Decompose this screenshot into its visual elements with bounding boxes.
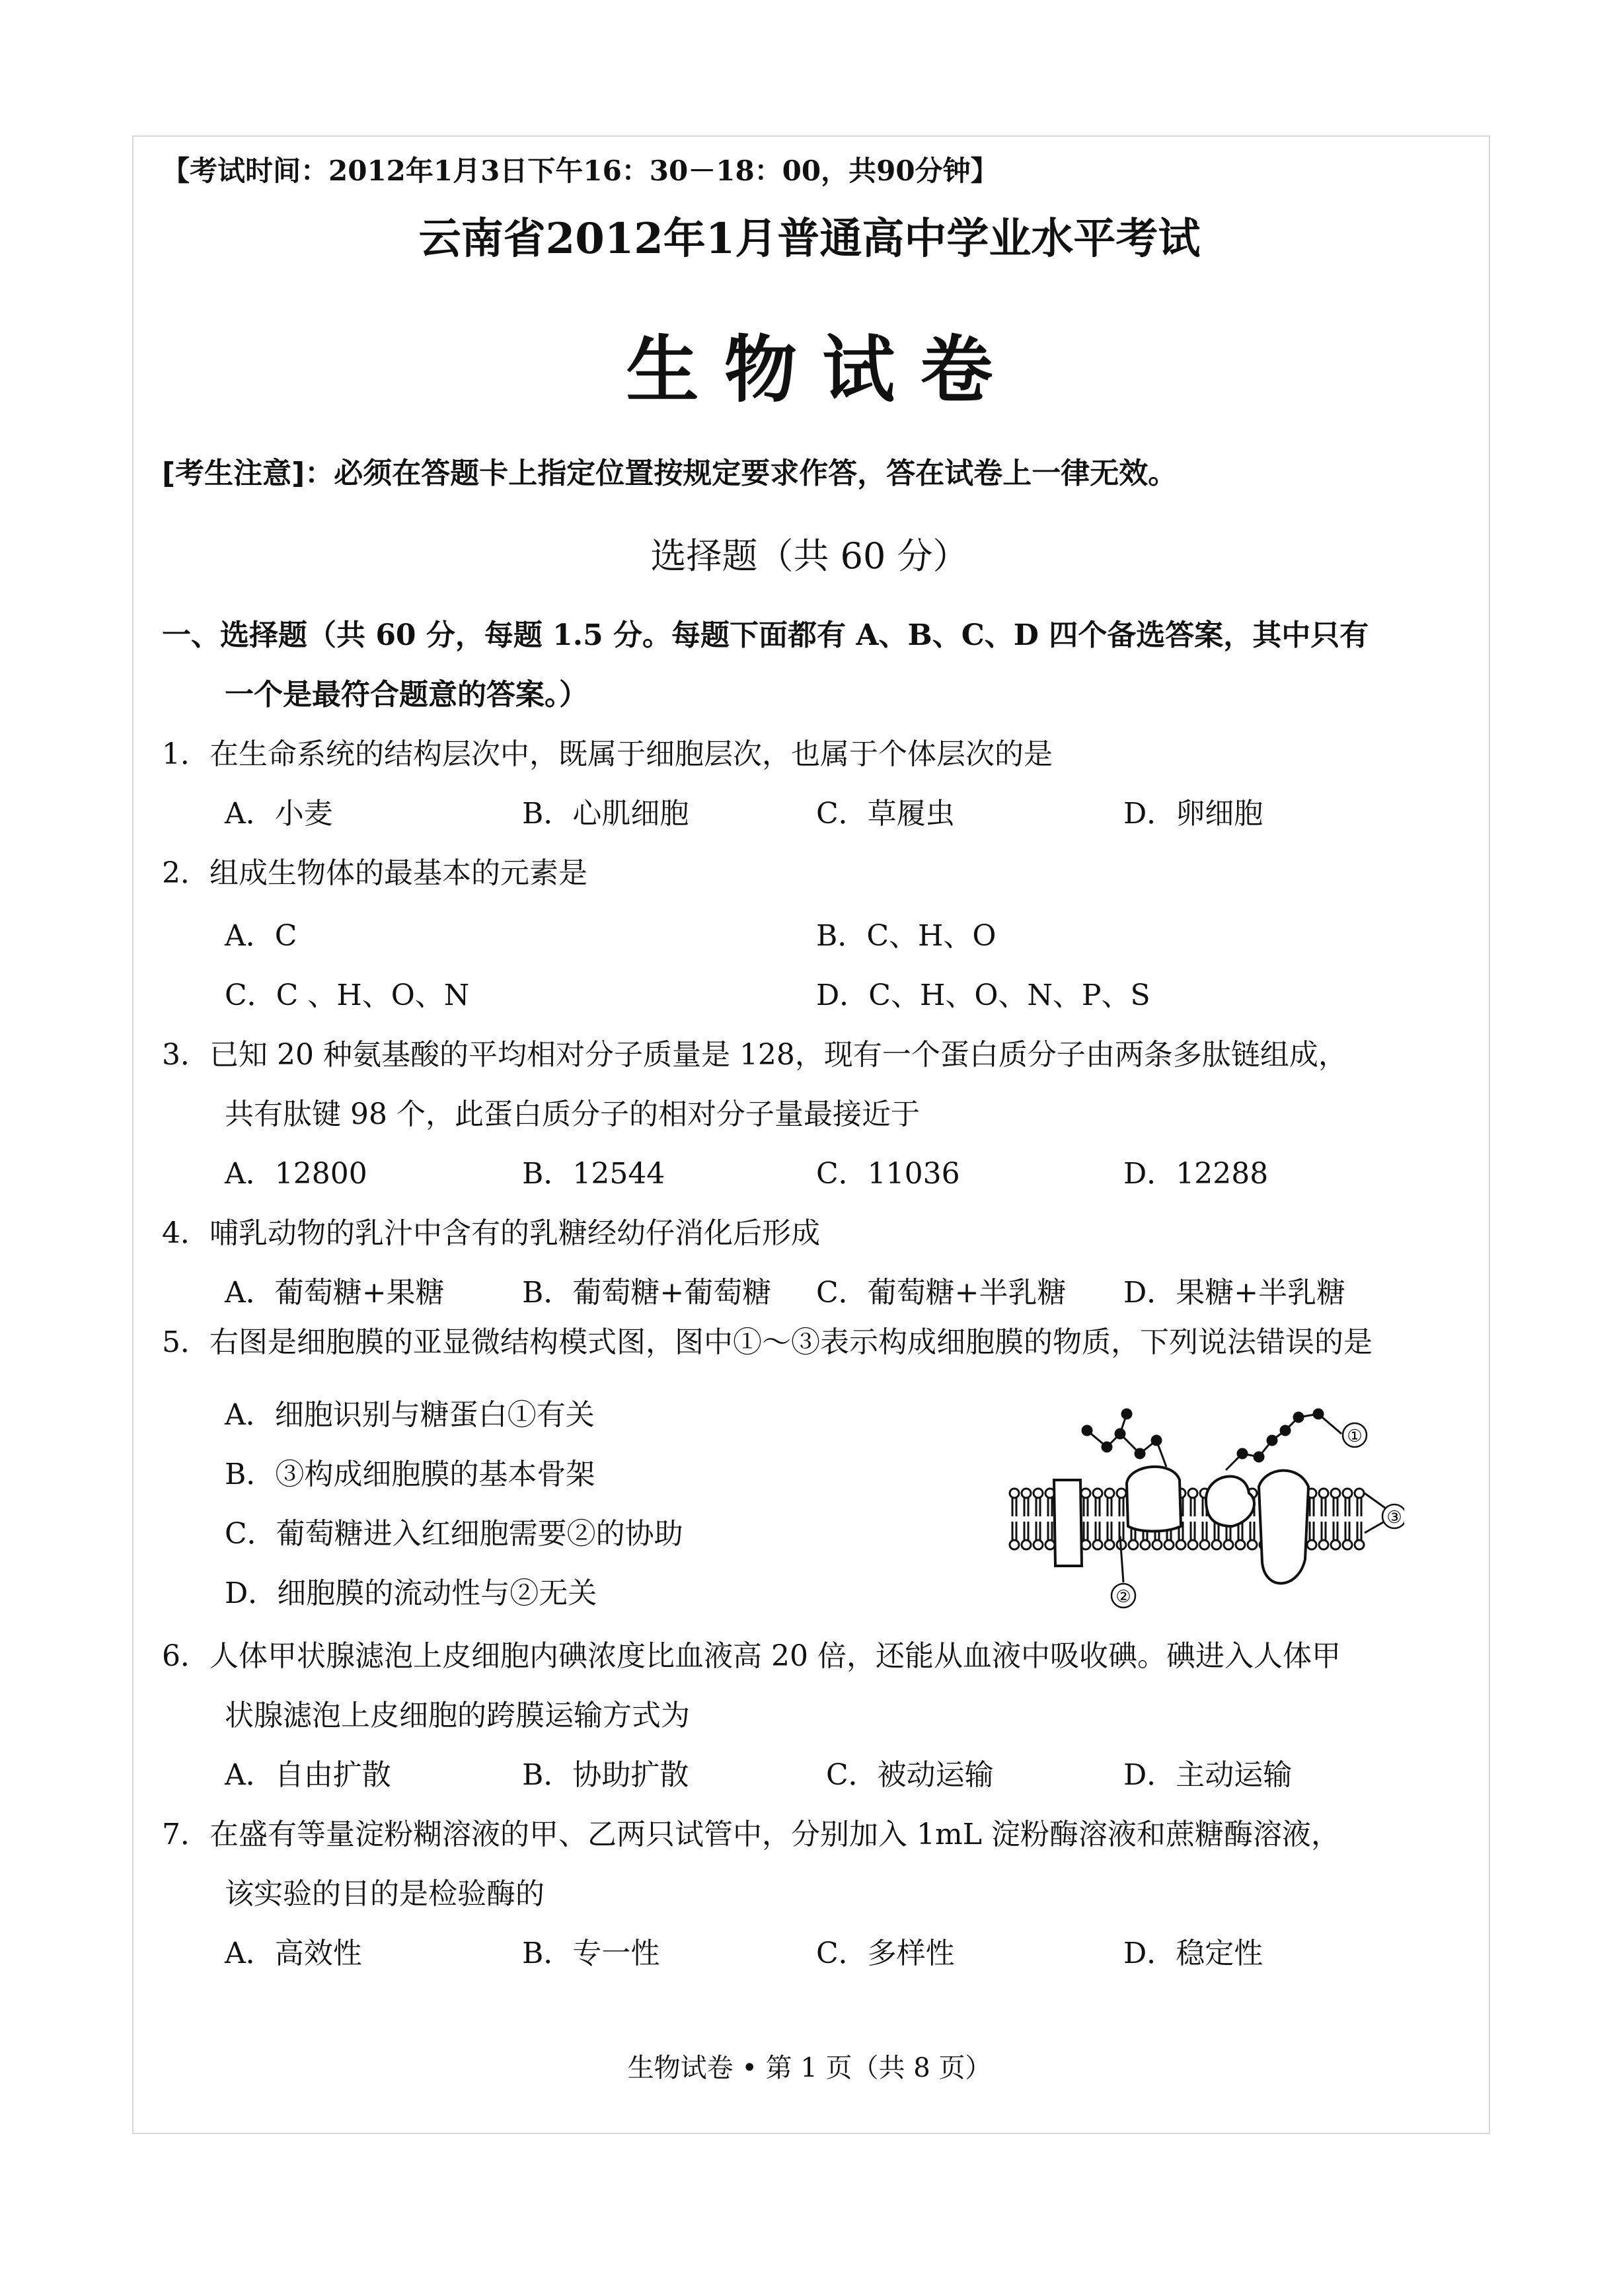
lipid-tail-upper [1119,1498,1123,1516]
lipid-tail-lower [1345,1522,1349,1540]
lipid-tail-upper [1345,1498,1349,1516]
lipid-head-lower [1224,1540,1233,1549]
lipid-head-upper [1355,1489,1364,1498]
lipid-tail-upper [1024,1498,1028,1516]
question-2-option-d: D．C、H、O、N、P、S [816,979,1150,1012]
lipid-head-upper [1117,1489,1126,1498]
lipid-head-lower [1248,1540,1257,1549]
question-5-stem: 5．右图是细胞膜的亚显微结构模式图，图中①～③表示构成细胞膜的物质，下列说法错误的是 [162,1325,1373,1359]
question-2-option-b: B．C、H、O [816,919,997,953]
label-2: ② [1115,1587,1131,1607]
question-1-option-d: D．卵细胞 [1123,797,1263,831]
lipid-head-upper [1188,1489,1197,1498]
lipid-head-upper [1010,1489,1019,1498]
lipid-head-upper [1081,1489,1090,1498]
question-5-option-a: A．细胞识别与糖蛋白①有关 [225,1398,595,1432]
lipid-tail-lower [1096,1522,1100,1540]
lipid-tail-upper [1108,1498,1111,1516]
lipid-tail-lower [1036,1522,1040,1540]
lipid-head-upper [1319,1489,1328,1498]
lipid-head-lower [1010,1540,1019,1549]
lipid-tail-upper [1048,1498,1052,1516]
lipid-tail-upper [1084,1498,1088,1516]
question-7-option-b: B．专一性 [522,1937,660,1970]
label-3: ③ [1386,1508,1402,1528]
question-7-option-a: A．高效性 [225,1937,362,1970]
lipid-tail-upper [1322,1498,1326,1516]
lipid-tail-upper [1191,1498,1195,1516]
lipid-head-lower [1200,1540,1209,1549]
label-1: ① [1347,1426,1363,1446]
lipid-head-lower [1176,1540,1186,1549]
lipid-head-lower [1129,1540,1138,1549]
lipid-tail-lower [1334,1522,1337,1540]
lipid-tail-lower [1012,1522,1016,1540]
lipid-head-lower [1236,1540,1245,1549]
question-3-option-b: B．12544 [522,1157,665,1191]
question-5-option-b: B．③构成细胞膜的基本骨架 [225,1458,595,1491]
lipid-tail-lower [1322,1522,1326,1540]
question-6-option-d: D．主动运输 [1123,1758,1293,1792]
question-5-option-c: C．葡萄糖进入红细胞需要②的协助 [225,1517,683,1551]
question-3-option-a: A．12800 [225,1157,367,1191]
lipid-head-lower [1152,1540,1162,1549]
exam-name: 云南省2012年1月普通高中学业水平考试 [418,214,1201,264]
question-1-option-a: A．小麦 [225,797,333,831]
question-4-option-b: B．葡萄糖+葡萄糖 [522,1276,772,1310]
question-7-option-c: C．多样性 [816,1937,955,1970]
lipid-tail-upper [1012,1498,1016,1516]
question-4-stem: 4．哺乳动物的乳汁中含有的乳糖经幼仔消化后形成 [162,1216,820,1250]
section-instruction-line1: 一、选择题（共 60 分，每题 1.5 分。每题下面都有 A、B、C、D 四个备选答案，其中只有 [162,618,1369,652]
question-2-option-c: C．C 、H、O、N [225,979,470,1012]
section-heading: 选择题（共 60 分） [650,535,969,577]
question-7-stem-line2: 该实验的目的是检验酶的 [225,1877,545,1911]
lipid-tail-lower [1024,1522,1028,1540]
lipid-tail-lower [1048,1522,1052,1540]
lipid-head-lower [1141,1540,1150,1549]
question-3-option-d: D．12288 [1123,1157,1269,1191]
question-3-stem-line2: 共有肽键 98 个，此蛋白质分子的相对分子量最接近于 [225,1097,920,1131]
paper-title: 生 物 试 卷 [626,327,993,412]
lipid-tail-lower [1250,1522,1254,1540]
lipid-tail-lower [1084,1522,1088,1540]
lipid-head-lower [1022,1540,1031,1549]
question-6-option-c: C．被动运输 [826,1758,994,1792]
lipid-head-lower [1105,1540,1114,1549]
question-5-option-d: D．细胞膜的流动性与②无关 [225,1576,597,1610]
page-footer: 生物试卷 • 第 1 页（共 8 页） [627,2053,992,2083]
question-2-option-a: A．C [225,919,297,953]
lipid-head-lower [1045,1540,1055,1549]
question-6-stem-line2: 状腺滤泡上皮细胞的跨膜运输方式为 [225,1699,690,1732]
question-1-option-b: B．心肌细胞 [522,797,689,831]
lipid-head-lower [1307,1540,1316,1549]
question-2-stem: 2．组成生物体的最基本的元素是 [162,856,587,890]
lipid-tail-lower [1108,1522,1111,1540]
glycoprotein-chains [1082,1409,1323,1470]
question-4-option-c: C．葡萄糖+半乳糖 [816,1276,1067,1310]
lipid-head-lower [1212,1540,1221,1549]
lipid-tail-lower [1191,1522,1195,1540]
lipid-head-lower [1319,1540,1328,1549]
question-7-option-d: D．稳定性 [1123,1937,1263,1970]
lipid-tail-lower [1310,1522,1314,1540]
lipid-head-upper [1343,1489,1352,1498]
lipid-head-lower [1188,1540,1197,1549]
lipid-head-lower [1343,1540,1352,1549]
lipid-tail-lower [1357,1522,1361,1540]
lipid-tail-upper [1357,1498,1361,1516]
question-7-stem-line1: 7．在盛有等量淀粉糊溶液的甲、乙两只试管中，分别加入 1mL 淀粉酶溶液和蔗糖酶溶液， [162,1818,1340,1851]
lipid-head-lower [1034,1540,1043,1549]
lipid-tail-upper [1096,1498,1100,1516]
question-4-option-d: D．果糖+半乳糖 [1123,1276,1346,1310]
question-1-option-c: C．草履虫 [816,797,955,831]
lipid-head-lower [1355,1540,1364,1549]
lipid-head-upper [1034,1489,1043,1498]
membrane-proteins [1054,1467,1308,1584]
lipid-tail-lower [1203,1522,1207,1540]
section-instruction-line2: 一个是最符合题意的答案。） [225,678,588,712]
lipid-head-lower [1164,1540,1174,1549]
question-3-stem-line1: 3．已知 20 种氨基酸的平均相对分子质量是 128，现有一个蛋白质分子由两条多肽链组成， [162,1038,1347,1072]
question-3-option-c: C．11036 [816,1157,960,1191]
lipid-tail-upper [1036,1498,1040,1516]
lipid-head-upper [1331,1489,1340,1498]
lipid-head-upper [1022,1489,1031,1498]
question-4-option-a: A．葡萄糖+果糖 [225,1276,445,1310]
lipid-head-upper [1093,1489,1102,1498]
question-1-stem: 1．在生命系统的结构层次中，既属于细胞层次，也属于个体层次的是 [162,737,1053,771]
question-6-option-a: A．自由扩散 [225,1758,391,1792]
notice: [考生注意]：必须在答题卡上指定位置按规定要求作答，答在试卷上一律无效。 [162,457,1178,490]
lipid-tail-upper [1310,1498,1314,1516]
question-6-option-b: B．协助扩散 [522,1758,689,1792]
lipid-head-lower [1331,1540,1340,1549]
exam-time: 【考试时间：2012年1月3日下午16：30－18：00，共90分钟】 [162,155,998,187]
question-6-stem-line1: 6．人体甲状腺滤泡上皮细胞内碘浓度比血液高 20 倍，还能从血液中吸收碘。碘进入人体甲 [162,1639,1341,1673]
lipid-head-upper [1105,1489,1114,1498]
cell-membrane-diagram [1008,1394,1404,1612]
lipid-head-lower [1093,1540,1102,1549]
lipid-tail-upper [1334,1498,1337,1516]
